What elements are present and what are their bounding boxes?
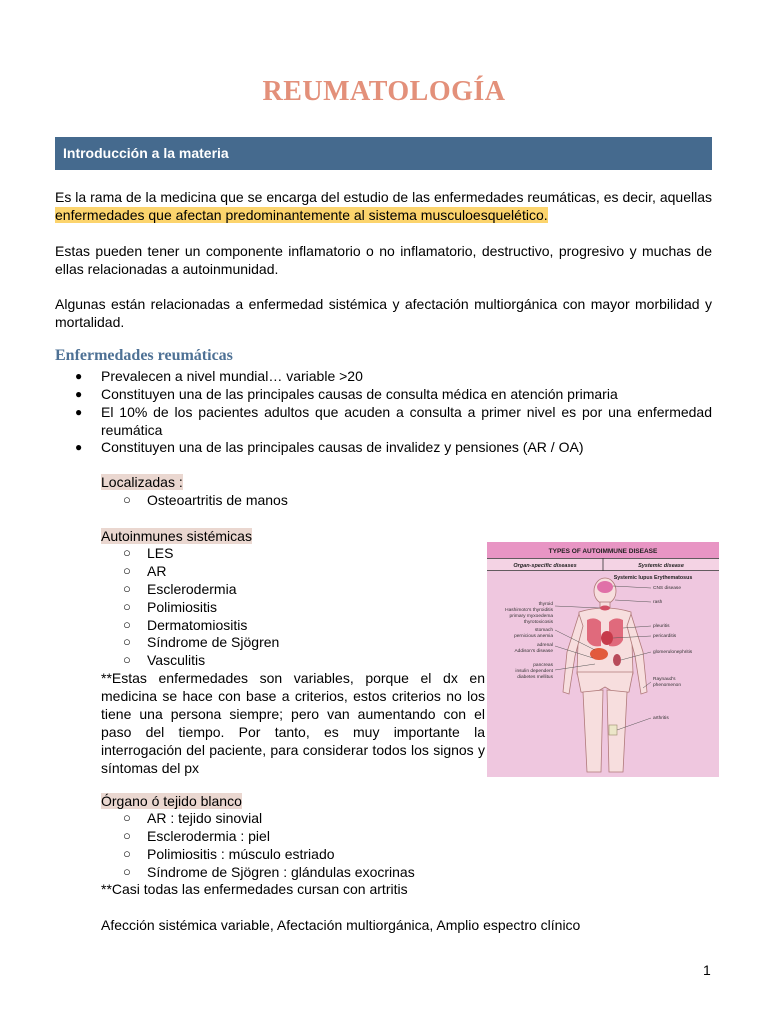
figure-col-left: Organ-specific diseases (513, 563, 577, 569)
label-thyrotoxicosis: thyrotoxicosis (523, 620, 553, 625)
label-arthritis: arthritis (653, 716, 669, 721)
label-rash: rash (653, 600, 663, 605)
label-stomach: stomach (534, 628, 553, 633)
label-cns-disease: CNS disease (653, 586, 681, 591)
sub-list-item: ○ Osteoartritis de manos (123, 492, 288, 508)
bullet-item (55, 403, 712, 439)
label-pernicious-anemia: pernicious anemia (514, 634, 553, 639)
bullet-text: Constituyen una de las principales causas de invalidez y pensiones (AR / OA) (101, 439, 584, 455)
autoinmunes-label: Autoinmunes sistémicas (101, 528, 252, 544)
figure-header: TYPES OF AUTOIMMUNE DISEASE (548, 548, 658, 555)
sub-list-item: ○ AR (123, 563, 167, 579)
label-addisons: Addison's disease (514, 649, 553, 654)
knee-joint-shape (609, 725, 617, 735)
label-phenomenon: phenomenon (653, 683, 682, 688)
page-number: 1 (703, 962, 711, 978)
sub-list-item: ○ Polimiositis (123, 599, 218, 615)
sub-list-item: ○ Síndrome de Sjögren (123, 634, 280, 650)
sub-list-item: ○ LES (123, 545, 174, 561)
label-pleuritis: pleuritis (653, 624, 670, 629)
localizadas-label: Localizadas : (101, 474, 183, 490)
bullet-item (55, 367, 712, 385)
section-banner (55, 137, 712, 170)
bullet-item (55, 385, 712, 403)
section-heading: Enfermedades reumáticas (55, 347, 233, 364)
bullet-text: Constituyen una de las principales causas de consulta médica en atención primaria (101, 386, 618, 402)
sub-list-item: ○ Esclerodermia : piel (123, 828, 270, 844)
label-raynauds: Raynaud's (653, 677, 676, 682)
circle-bullet-icon: ○ (123, 545, 131, 560)
circle-bullet-icon: ○ (123, 810, 131, 825)
bullet-dot-icon: ● (75, 405, 83, 419)
circle-bullet-icon: ○ (123, 492, 131, 507)
brain-shape (597, 581, 613, 593)
circle-bullet-icon: ○ (123, 846, 131, 861)
sub-list-item: ○ Síndrome de Sjögren : glándulas exocrinas (123, 864, 415, 880)
organo-note: **Casi todas las enfermedades cursan con artritis (101, 881, 408, 897)
sub-list-item: ○ Dermatomiositis (123, 617, 248, 633)
circle-bullet-icon: ○ (123, 864, 131, 879)
circle-bullet-icon: ○ (123, 599, 131, 614)
label-glomerulonephritis: glomerulonephritis (653, 650, 693, 655)
label-thyroid: thyroid (538, 602, 553, 607)
figure-col-right: Systemic disease (638, 563, 684, 569)
organo-label: Órgano ó tejido blanco (101, 793, 242, 809)
sub-list-item: ○ Vasculitis (123, 652, 206, 668)
intro-paragraph-2: Estas pueden tener un componente inflamatorio o no inflamatorio, destructivo, progresivo y muchas de ellas relacionadas a autoinmunidad. (55, 243, 712, 277)
label-pancreas: pancreas (533, 663, 553, 668)
sub-list-item: ○ Polimiositis : músculo estriado (123, 846, 335, 862)
intro-paragraph-1 (55, 188, 712, 224)
page-title: REUMATOLOGÍA (262, 76, 506, 107)
autoimmune-disease-figure (487, 542, 719, 777)
heart-shape (601, 631, 613, 645)
bullet-item (55, 438, 712, 456)
label-pericarditis: pericarditis (653, 634, 677, 639)
label-hashimoto: Hashimoto's thyroiditis (505, 608, 553, 613)
sub-list-item: ○ Esclerodermia (123, 581, 237, 597)
sub-list-item: ○ AR : tejido sinovial (123, 810, 263, 826)
afeccion-text: Afección sistémica variable, Afectación multiorgánica, Amplio espectro clínico (101, 917, 581, 933)
circle-bullet-icon: ○ (123, 617, 131, 632)
bullet-text: El 10% de los pacientes adultos que acuden a consulta a primer nivel es por una enfermedad reumática (101, 404, 712, 438)
section-banner-label: Introducción a la materia (63, 145, 229, 161)
circle-bullet-icon: ○ (123, 563, 131, 578)
circle-bullet-icon: ○ (123, 634, 131, 649)
kidney-shape (613, 654, 621, 666)
circle-bullet-icon: ○ (123, 581, 131, 596)
bullet-dot-icon: ● (75, 369, 83, 383)
autoinmunes-note: **Estas enfermedades son variables, porque el dx en medicina se hace con base a criterios, estos criterios no los tiene una persona siempre; pero van aumentando con el paso del tiempo. Por tanto, es muy importante la interrogación del paciente, para considerar todos los signos y síntomas del px (101, 670, 485, 776)
thyroid-shape (600, 606, 610, 611)
bullet-text: Prevalecen a nivel mundial… variable >20 (101, 368, 363, 384)
intro-paragraph-3: Algunas están relacionadas a enfermedad sistémica y afectación multiorgánica con mayor morbilidad y mortalidad. (55, 296, 712, 330)
label-diabetes: diabetes mellitus (517, 675, 553, 680)
stomach-shape (590, 648, 608, 660)
label-myxoedema: primary myxoedema (509, 614, 553, 619)
label-insulin-dependent: insulin dependent (515, 669, 553, 674)
circle-bullet-icon: ○ (123, 828, 131, 843)
intro-p1-text: Es la rama de la medicina que se encarga del estudio de las enfermedades reumáticas, es decir, aquellas (55, 189, 712, 205)
bullet-dot-icon: ● (75, 387, 83, 401)
highlighted-definition: enfermedades que afectan predominantemente al sistema musculoesquelético. (55, 207, 548, 223)
bullet-dot-icon: ● (75, 440, 83, 454)
label-adrenal: adrenal (536, 643, 553, 648)
figure-sle-label: Systemic lupus Erythematosus (613, 575, 693, 581)
circle-bullet-icon: ○ (123, 652, 131, 667)
